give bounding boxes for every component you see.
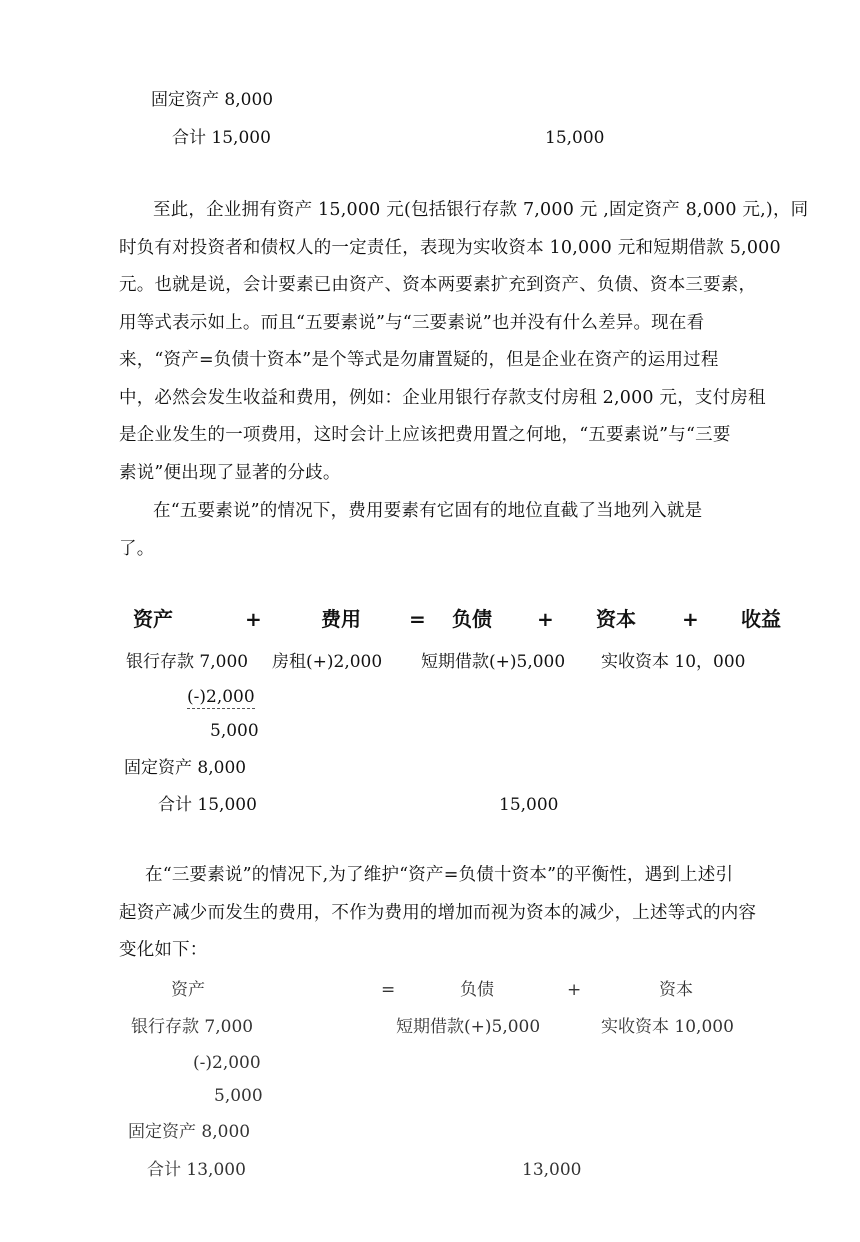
eq5-total-left: 合计 15,000 bbox=[158, 795, 257, 815]
paragraph-line: 中，必然会发生收益和费用，例如：企业用银行存款支付房租 2,000 元，支付房租 bbox=[119, 387, 766, 408]
paragraph-line: 变化如下： bbox=[119, 940, 208, 960]
eq5-expense: 费用 bbox=[321, 607, 361, 631]
eq5-minus bbox=[187, 687, 255, 707]
eq5-liability: 负债 bbox=[452, 607, 492, 631]
total-right: 15,000 bbox=[545, 128, 605, 148]
paragraph-line: 起资产减少而发生的费用，不作为费用的增加而视为资本的减少，上述等式的内容 bbox=[119, 902, 757, 923]
eq3-bank-deposit: 银行存款 7,000 bbox=[131, 1017, 254, 1037]
eq3-plus: + bbox=[567, 980, 582, 1000]
paragraph-line: 是企业发生的一项费用，这时会计上应该把费用置之何地，“五要素说”与“三要 bbox=[119, 425, 731, 445]
paragraph-line: 元。也就是说，会计要素已由资产、资本两要素扩充到资产、负债、资本三要素， bbox=[119, 275, 757, 295]
paragraph-3 bbox=[119, 857, 809, 970]
total-left: 合计 15,000 bbox=[172, 128, 271, 148]
eq5-bank-deposit: 银行存款 7,000 bbox=[126, 652, 249, 672]
eq3-capital: 资本 bbox=[659, 980, 693, 1000]
paragraph-line: 了。 bbox=[119, 538, 155, 559]
eq3-paid-in-capital: 实收资本 10,000 bbox=[601, 1017, 734, 1037]
fixed-assets-line: 固定资产 8,000 bbox=[151, 90, 274, 110]
eq5-asset: 资产 bbox=[133, 607, 173, 631]
paragraph-line: 素说”便出现了显著的分歧。 bbox=[119, 462, 341, 483]
eq3-asset: 资产 bbox=[171, 980, 205, 1000]
eq5-capital: 资本 bbox=[596, 607, 636, 631]
eq3-fixed-assets: 固定资产 8,000 bbox=[128, 1122, 251, 1142]
eq3-liability: 负债 bbox=[460, 980, 494, 1000]
paragraph-line: 在“五要素说”的情况下，费用要素有它固有的地位直截了当地列入就是 bbox=[153, 501, 703, 521]
eq5-paid-in-capital: 实收资本 10，000 bbox=[601, 652, 746, 672]
eq5-minus-value: (-)2,000 bbox=[187, 687, 255, 707]
eq5-plus-3: + bbox=[682, 607, 699, 631]
eq3-total-right: 13,000 bbox=[522, 1160, 582, 1180]
paragraph-line: 用等式表示如上。而且“五要素说”与“三要素说”也并没有什么差异。现在看 bbox=[119, 312, 705, 333]
eq5-total-right: 15,000 bbox=[499, 795, 559, 815]
paragraph-line: 时负有对投资者和债权人的一定责任，表现为实收资本 10,000 元和短期借款 5,000 bbox=[119, 237, 781, 258]
eq5-short-loan: 短期借款(+)5,000 bbox=[421, 652, 566, 672]
paragraph-line: 来，“资产=负债十资本”是个等式是勿庸置疑的，但是企业在资产的运用过程 bbox=[119, 350, 719, 370]
eq5-remain: 5,000 bbox=[210, 721, 259, 741]
eq5-fixed-assets: 固定资产 8,000 bbox=[124, 758, 247, 778]
eq5-revenue: 收益 bbox=[741, 607, 781, 631]
eq3-equals: = bbox=[381, 980, 396, 1000]
eq5-plus-1: + bbox=[245, 607, 262, 631]
eq5-rent: 房租(+)2,000 bbox=[272, 652, 383, 672]
eq5-plus-2: + bbox=[537, 607, 554, 631]
eq3-short-loan: 短期借款(+)5,000 bbox=[396, 1017, 541, 1037]
paragraph-line: 至此，企业拥有资产 15,000 元(包括银行存款 7,000 元 ,固定资产 8,000 元,)，同 bbox=[153, 200, 809, 220]
eq3-minus: (-)2,000 bbox=[193, 1053, 261, 1073]
paragraph-line: 在“三要素说”的情况下,为了维护“资产=负债十资本”的平衡性，遇到上述引 bbox=[145, 865, 734, 885]
paragraph-2 bbox=[119, 493, 809, 568]
eq3-total-left: 合计 13,000 bbox=[147, 1160, 246, 1180]
eq5-equals: = bbox=[409, 607, 426, 631]
paragraph-1 bbox=[119, 192, 809, 492]
eq3-remain: 5,000 bbox=[214, 1086, 263, 1106]
